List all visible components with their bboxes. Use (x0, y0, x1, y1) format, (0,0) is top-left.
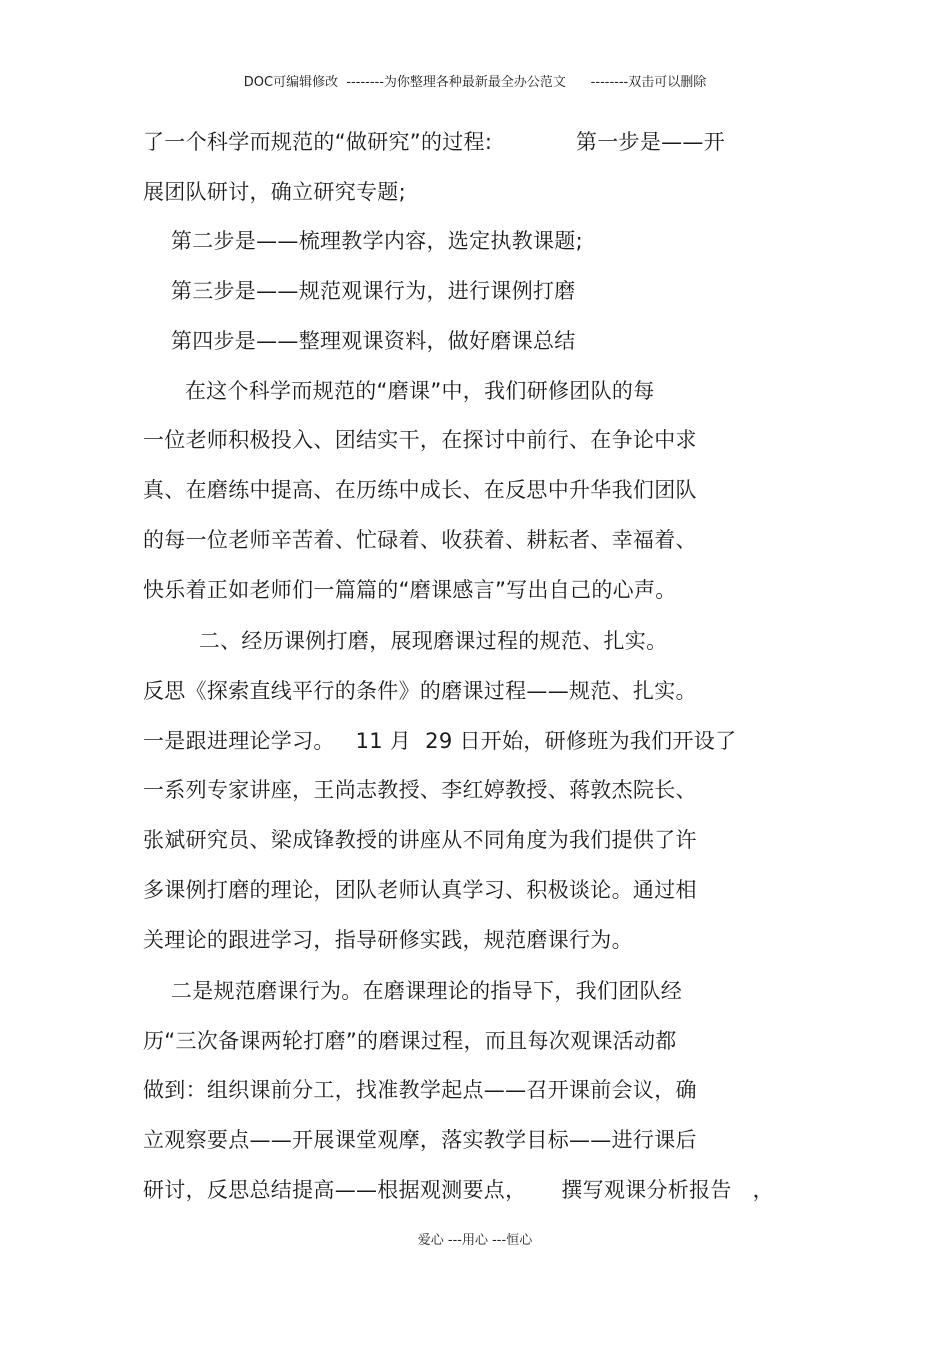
body-line: 反思《探索直线平行的条件》的磨课过程——规范、扎实。 (143, 679, 697, 703)
body-line: 多课例打磨的理论，团队老师认真学习、积极谈论。通过相 (143, 878, 697, 902)
body-line: 二、经历课例打磨，展现磨课过程的规范、扎实。 (143, 629, 668, 653)
body-line: 的每一位老师辛苦着、忙碌着、收获着、耕耘者、幸福着、 (143, 528, 697, 552)
body-line: 展团队研讨，确立研究专题; (143, 180, 406, 204)
body-line: 了一个科学而规范的“做研究”的过程: 第一步是——开 (143, 130, 726, 154)
body-line: 研讨，反思总结提高——根据观测要点， 撰写观课分析报告 ， (143, 1178, 774, 1202)
body-line: 第四步是——整理观课资料，做好磨课总结 (143, 329, 576, 353)
body-line: 快乐着正如老师们一篇篇的“磨课感言”写出自己的心声。 (143, 578, 677, 602)
body-line: 一位老师积极投入、团结实干，在探讨中前行、在争论中求 (143, 428, 697, 452)
body-line: 第三步是——规范观课行为，进行课例打磨 (143, 279, 576, 303)
body-line: 张斌研究员、梁成锋教授的讲座从不同角度为我们提供了许 (143, 828, 697, 852)
body-line: 关理论的跟进学习，指导研修实践，规范磨课行为。 (143, 928, 633, 952)
body-line: 在这个科学而规范的“磨课”中，我们研修团队的每 (143, 379, 655, 403)
body-line: 二是规范磨课行为。在磨课理论的指导下，我们团队经 (143, 979, 683, 1003)
body-line: 立观察要点——开展课堂观摩，落实教学目标——进行课后 (143, 1128, 697, 1152)
page-header: DOC可编辑修改 --------为你整理各种最新最全办公范文 --------双击可以删除 (243, 75, 707, 90)
body-line: 一系列专家讲座，王尚志教授、李红婷教授、蒋敦杰院长、 (143, 778, 697, 802)
body-line: 一是跟进理论学习。 11 月 29 日开始，研修班为我们开设了 (143, 729, 737, 753)
body-line: 历“三次备课两轮打磨”的磨课过程，而且每次观课活动都 (143, 1029, 677, 1053)
page-footer: 爱心 ---用心 ---恒心 (417, 1233, 533, 1248)
body-line: 做到：组织课前分工，找准教学起点——召开课前会议，确 (143, 1078, 697, 1102)
body-line: 第二步是——梳理教学内容，选定执教课题; (143, 229, 583, 253)
body-line: 真、在磨练中提高、在历练中成长、在反思中升华我们团队 (143, 478, 697, 502)
